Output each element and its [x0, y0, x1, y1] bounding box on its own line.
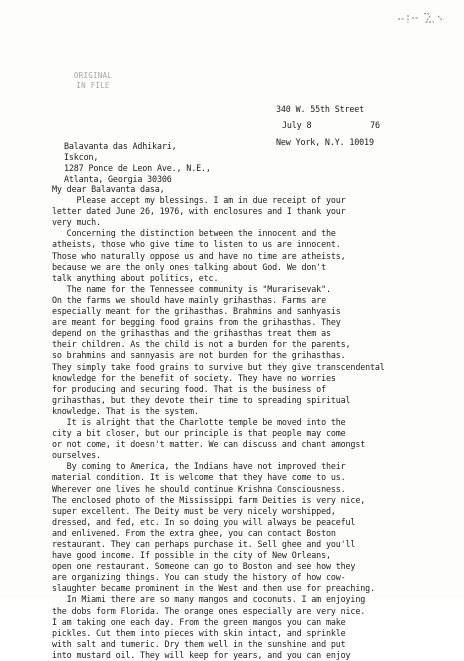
original-in-file-stamp: [62, 71, 124, 91]
body-line: so brahmins and sannyasis are not burden for the grihasthas.: [52, 350, 346, 361]
body-line: In Miami there are so many mangos and coconuts. I am enjoying: [52, 594, 366, 605]
body-line: city a bit closer, but our principle is that people may come: [52, 428, 346, 439]
body-line: the dobs form Florida. The orange ones especially are very nice.: [52, 605, 366, 616]
body-line: pickles. Cut them into pieces with skin intact, and sprinkle: [52, 627, 346, 638]
body-line: very much.: [52, 217, 101, 228]
body-line: I am taking one each day. From the green mangos you can make: [52, 616, 346, 627]
body-line: super excellent. The Deity must be very nicely worshipped,: [52, 505, 336, 516]
body-line: grihasthas, but they devote their time to spreading spiritual: [52, 394, 351, 405]
body-line: material condition. It is welcome that they have come to us.: [52, 472, 346, 483]
sender-street: 340 W. 55th Street: [276, 104, 365, 115]
body-line: their children. As the child is not a burden for the parents,: [52, 339, 351, 350]
body-line: Please accept my blessings. I am in due receipt of your: [52, 195, 346, 206]
date-month-day: July 8: [282, 120, 312, 130]
recipient-line: Iskcon,: [64, 152, 99, 163]
body-line: slaughter became prominent in the West and then use for preaching.: [52, 583, 375, 594]
body-line: talk anything about politics, etc.: [52, 272, 219, 283]
letter-date: [282, 120, 380, 131]
recipient-line: Atlanta, Georgia 30306: [64, 174, 172, 185]
body-line: with salt and tumeric. Dry them well in the sunshine and put: [52, 638, 346, 649]
body-line: depend on the grihasthas and the grihasthas treat them as: [52, 328, 331, 339]
recipient-line: Balavanta das Adhikari,: [64, 141, 177, 151]
body-line: Concerning the distinction between the innocent and the: [52, 228, 336, 239]
body-line: letter dated June 26, 1976, with enclosures and I thank your: [52, 206, 346, 217]
body-line: restaurant. They can perhaps purchase it. Sell ghee and you'll: [52, 539, 356, 549]
body-line: or not come, it doesn't matter. We can discuss and chant amongst: [52, 439, 366, 450]
body-line: and enlivened. From the extra ghee, you can contact Boston: [52, 527, 336, 538]
recipient-block: [64, 141, 211, 185]
body-line: are organizing things. You can study the history of how cow-: [52, 572, 346, 583]
body-line: because we are the only ones talking about God. We don't: [52, 261, 326, 272]
recipient-line: 1287 Ponce de Leon Ave., N.E.,: [64, 163, 211, 174]
body-line: It is alright that the Charlotte temple be moved into the: [52, 416, 346, 427]
body-line: The name for the Tennessee community is "Murarisevak".: [52, 283, 331, 294]
body-line: dressed, and fed, etc. In so doing you will always be peaceful: [52, 516, 356, 527]
body-line: have good income. If possible in the city of New Orleans,: [52, 550, 331, 561]
body-line: knowledge for the benefit of society. They have no worries: [52, 372, 336, 383]
handwritten-mark: [396, 10, 444, 28]
stamp-line-1: ORIGINAL: [73, 71, 113, 80]
body-line: for producing and securing food. That is the business of: [52, 383, 326, 394]
body-line: into mustard oil. They will keep for years, and you can enjoy: [52, 649, 351, 660]
body-line: On the farms we should have mainly grihasthas. Farms are: [52, 294, 326, 305]
body-line: knowledge. That is the system.: [52, 405, 199, 416]
body-line: By coming to America, the Indians have not improved their: [52, 461, 346, 472]
letter-body: [52, 184, 385, 661]
body-line: Those who naturally oppose us and have no time are atheists,: [52, 250, 346, 261]
body-line: are meant for begging food grains from the grihasthas. They: [52, 317, 341, 328]
body-line: The enclosed photo of the Mississippi farm Deities is very nice,: [52, 494, 366, 505]
sender-city: New York, N.Y. 10019: [276, 137, 374, 148]
body-line: ourselves.: [52, 450, 101, 461]
body-line: Wherever one lives he should continue Krishna Consciousness.: [52, 483, 346, 494]
body-line: My dear Balavanta dasa,: [52, 184, 165, 194]
body-line: They simply take food grains to survive but they give transcendental: [52, 361, 385, 372]
body-line: especially meant for the grihasthas. Brahmins and sanhyasis: [52, 306, 341, 317]
stamp-line-2: IN FILE: [76, 81, 110, 90]
date-year: 76: [370, 120, 380, 130]
body-line: open one restaurant. Someone can go to Boston and see how they: [52, 561, 356, 572]
body-line: atheists, those who give time to listen to us are innocent.: [52, 239, 341, 250]
